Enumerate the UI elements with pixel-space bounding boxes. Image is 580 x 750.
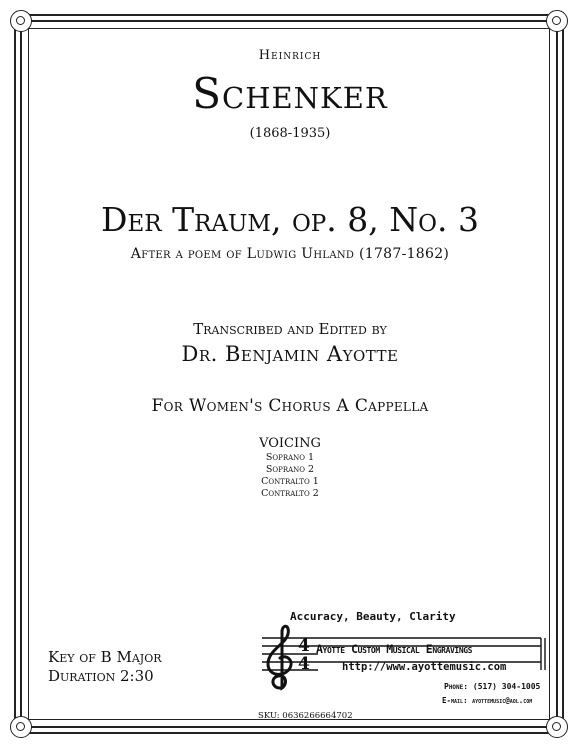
svg-text:4: 4 — [298, 636, 310, 656]
ensemble: For Women's Chorus A Cappella — [151, 396, 429, 416]
publisher-url[interactable]: http://www.ayottemusic.com — [342, 661, 507, 673]
bottom-rule — [14, 726, 564, 728]
voicing-part: Soprano 2 — [265, 464, 315, 475]
editor-label: Transcribed and Edited by — [193, 320, 387, 338]
corner-ornament-icon — [10, 10, 32, 32]
key-signature: Key of B Major — [48, 648, 162, 666]
sku: SKU: 0636266664702 — [258, 711, 353, 721]
publisher-tagline: Accuracy, Beauty, Clarity — [290, 610, 456, 623]
composer-last-name: Schenker — [192, 69, 388, 118]
right-rule — [556, 14, 558, 734]
work-subtitle: After a poem of Ludwig Uhland (1787-1862) — [130, 246, 450, 262]
publisher-email[interactable]: E-mail: ayottemusic@aol.com — [442, 696, 533, 705]
voicing-part: Contralto 1 — [261, 476, 319, 487]
voicing-part: Soprano 1 — [265, 452, 315, 463]
work-title: Der Traum, op. 8, No. 3 — [101, 200, 479, 239]
key-info — [48, 648, 162, 686]
svg-text:4: 4 — [298, 654, 310, 674]
corner-ornament-icon — [10, 716, 32, 738]
top-rule — [14, 20, 564, 22]
publisher-phone: Phone: (517) 304-1005 — [444, 682, 541, 691]
voicing-heading: VOICING — [259, 436, 321, 451]
editor-name: Dr. Benjamin Ayotte — [181, 342, 399, 366]
left-rule — [20, 14, 22, 734]
composer-dates: (1868-1935) — [249, 126, 331, 141]
voicing-part: Contralto 2 — [261, 488, 319, 499]
publisher-block — [258, 608, 548, 710]
composer-first-name: Heinrich — [258, 48, 322, 63]
corner-ornament-icon — [546, 10, 568, 32]
duration: Duration 2:30 — [48, 667, 154, 685]
voicing-list — [40, 452, 540, 500]
corner-ornament-icon — [546, 716, 568, 738]
publisher-name: Ayotte Custom Musical Engravings — [316, 642, 473, 656]
